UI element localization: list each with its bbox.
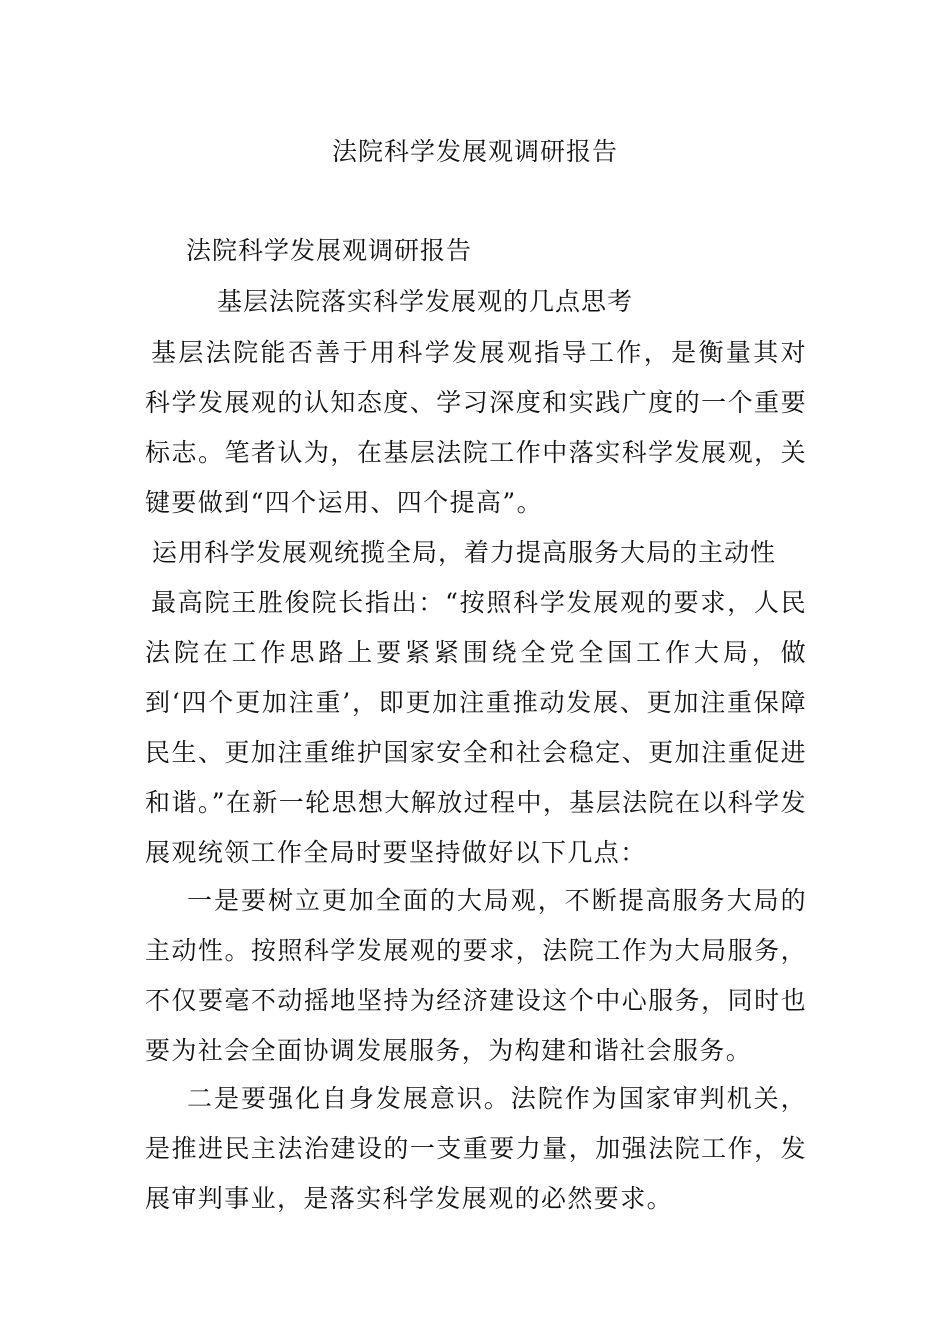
paragraph-intro: 基层法院能否善于用科学发展观指导工作，是衡量其对科学发展观的认知态度、学习深度和实践广度的一个重要标志。笔者认为，在基层法院工作中落实科学发展观，关键要做到“四个运用、四个提高”。 xyxy=(145,338,807,517)
paragraph-point-one: 一是要树立更加全面的大局观，不断提高服务大局的主动性。按照科学发展观的要求，法院工作为大局服务，不仅要毫不动摇地坚持为经济建设这个中心服务，同时也要为社会全面协调发展服务，为构建和谐社会服务。 xyxy=(145,886,807,1065)
paragraph-point-two: 二是要强化自身发展意识。法院作为国家审判机关，是推进民主法治建设的一支重要力量，加强法院工作，发展审判事业，是落实科学发展观的必然要求。 xyxy=(145,1084,807,1213)
document-subtitle: 法院科学发展观调研报告 xyxy=(186,236,473,265)
paragraph-quote: 最高院王胜俊院长指出：“按照科学发展观的要求，人民法院在工作思路上要紧紧围绕全党全国工作大局，做到‘四个更加注重’，即更加注重推动发展、更加注重保障民生、更加注重维护国家安全和社会稳定、更加注重促进和谐。”在新一轮思想大解放过程中，基层法院在以科学发展观统领工作全局时要坚持做好以下几点： xyxy=(145,588,807,867)
document-title: 法院科学发展观调研报告 xyxy=(331,137,618,166)
paragraph-point-heading: 运用科学发展观统揽全局，着力提高服务大局的主动性 xyxy=(152,538,777,567)
section-heading: 基层法院落实科学发展观的几点思考 xyxy=(217,287,634,316)
